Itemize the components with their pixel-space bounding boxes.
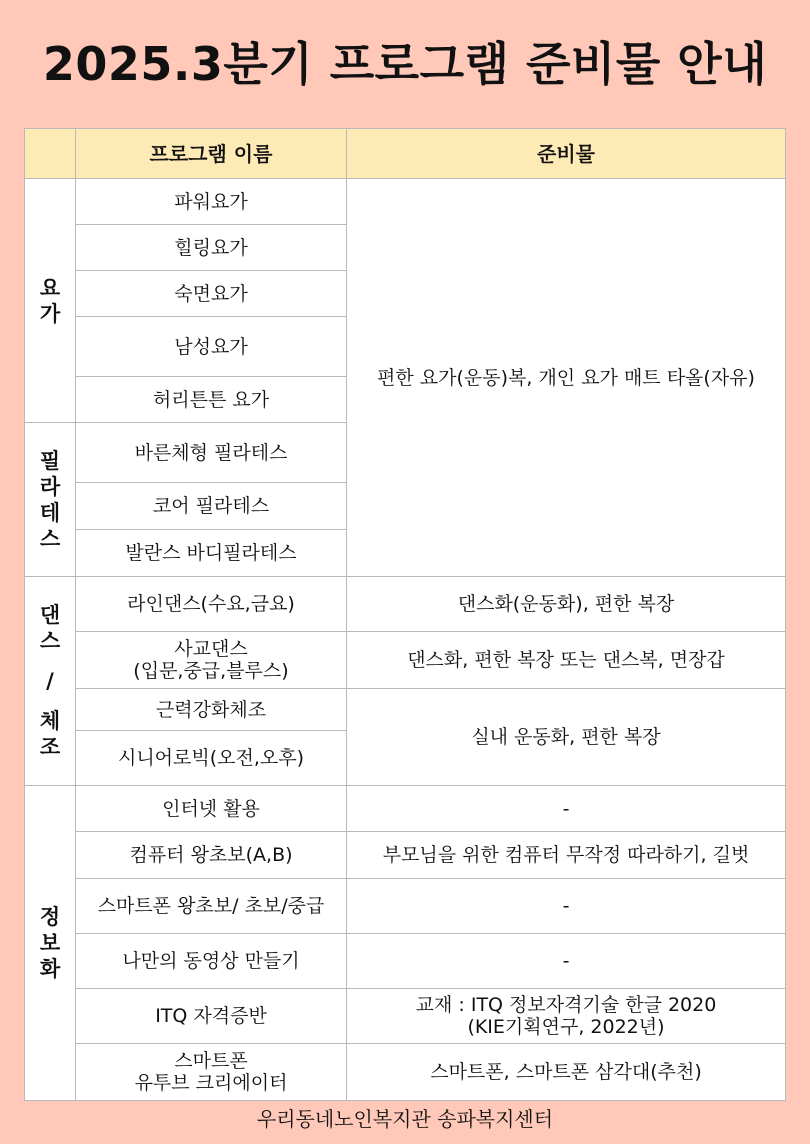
program-name: 시니어로빅(오전,오후)	[76, 731, 347, 786]
table-row	[25, 577, 786, 632]
program-name: 숙면요가	[76, 271, 347, 317]
table-row	[25, 689, 786, 731]
table-row	[25, 879, 786, 934]
program-name: 남성요가	[76, 317, 347, 377]
table-row	[25, 934, 786, 989]
table-row	[25, 832, 786, 879]
program-name: 인터넷 활용	[76, 786, 347, 832]
program-table	[24, 128, 786, 1101]
program-name: 발란스 바디필라테스	[76, 530, 347, 577]
program-name: 바른체형 필라테스	[76, 423, 347, 483]
program-name: 스마트폰 왕초보/ 초보/중급	[76, 879, 347, 934]
program-name: 근력강화체조	[76, 689, 347, 731]
program-name: 사교댄스 (입문,중급,블루스)	[76, 632, 347, 689]
program-name: 파워요가	[76, 179, 347, 225]
supplies-cell: 실내 운동화, 편한 복장	[347, 689, 786, 786]
program-name: ITQ 자격증반	[76, 989, 347, 1044]
header-supplies: 준비물	[347, 129, 786, 179]
program-name: 컴퓨터 왕초보(A,B)	[76, 832, 347, 879]
table-header-row	[25, 129, 786, 179]
supplies-cell: 댄스화, 편한 복장 또는 댄스복, 면장갑	[347, 632, 786, 689]
program-name: 허리튼튼 요가	[76, 377, 347, 423]
table-row	[25, 1044, 786, 1101]
footer-org-name: 우리동네노인복지관 송파복지센터	[256, 1107, 554, 1131]
table-row	[25, 632, 786, 689]
supplies-cell: 댄스화(운동화), 편한 복장	[347, 577, 786, 632]
supplies-cell: 편한 요가(운동)복, 개인 요가 매트 타올(자유)	[347, 179, 786, 577]
category-pilates: 필 라 테 스	[25, 423, 76, 577]
supplies-cell: -	[347, 934, 786, 989]
program-name: 라인댄스(수요,금요)	[76, 577, 347, 632]
category-info: 정 보 화	[25, 786, 76, 1101]
table-row	[25, 786, 786, 832]
supplies-cell: -	[347, 879, 786, 934]
program-name: 코어 필라테스	[76, 483, 347, 530]
table-row	[25, 179, 786, 225]
program-name: 나만의 동영상 만들기	[76, 934, 347, 989]
category-dance-gym: 댄 스 / 체 조	[25, 577, 76, 786]
program-name: 스마트폰 유투브 크리에이터	[76, 1044, 347, 1101]
table-row	[25, 989, 786, 1044]
supplies-cell: -	[347, 786, 786, 832]
supplies-cell: 교재 : ITQ 정보자격기술 한글 2020 (KIE기획연구, 2022년)	[347, 989, 786, 1044]
header-category	[25, 129, 76, 179]
supplies-cell: 스마트폰, 스마트폰 삼각대(추천)	[347, 1044, 786, 1101]
category-yoga: 요 가	[25, 179, 76, 423]
supplies-cell: 부모님을 위한 컴퓨터 무작정 따라하기, 길벗	[347, 832, 786, 879]
page-title: 2025.3분기 프로그램 준비물 안내	[42, 37, 768, 91]
program-name: 힐링요가	[76, 225, 347, 271]
header-program: 프로그램 이름	[76, 129, 347, 179]
